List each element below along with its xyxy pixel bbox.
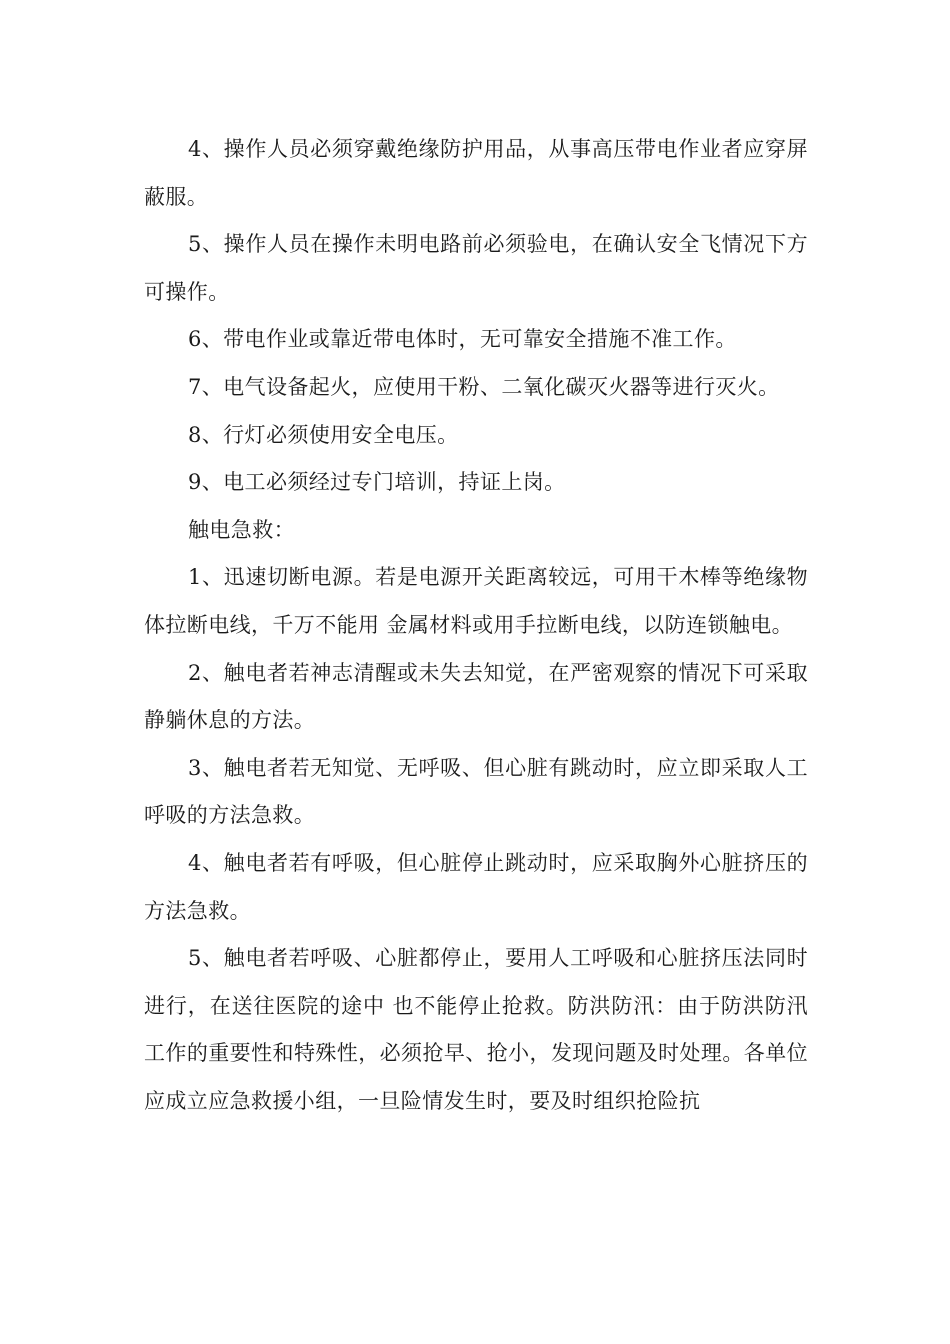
paragraph-item-6-live-work: 6、带电作业或靠近带电体时，无可靠安全措施不准工作。 — [188, 327, 737, 352]
paragraph-aid-1: 1、迅速切断电源。若是电源开关距离较远，可用干木棒等绝缘物体拉断电线，千万不能用 金属材料或用手拉断电线，以防连锁触电。 — [144, 565, 808, 637]
paragraph-item-8-lamp: 8、行灯必须使用安全电压。 — [188, 422, 459, 447]
section-heading-first-aid: 触电急救： — [188, 517, 295, 542]
paragraph-aid-2: 2、触电者若神志清醒或未失去知觉，在严密观察的情况下可采取静躺休息的方法。 — [144, 660, 808, 733]
paragraph-aid-3: 3、触电者若无知觉、无呼吸、但心脏有跳动时，应立即采取人工呼吸的方法急救。 — [144, 755, 808, 828]
paragraph-aid-5-flood: 5、触电者若呼吸、心脏都停止，要用人工呼吸和心脏挤压法同时进行，在送往医院的途中 也不能停止抢救。防洪防汛：由于防洪防汛工作的重要性和特殊性，必须抢早、抢小，发现问题及时处理。各单位 应成立应急救援小组，一旦险情发生时，要及时组织抢险抗 — [144, 946, 808, 1113]
paragraph-item-5-voltage-test: 5、操作人员在操作未明电路前必须验电，在确认安全飞情况下方可操作。 — [144, 232, 808, 304]
paragraph-item-9-training: 9、电工必须经过专门培训，持证上岗。 — [188, 470, 566, 495]
paragraph-item-7-fire: 7、电气设备起火，应使用干粉、二氧化碳灭火器等进行灭火。 — [188, 374, 780, 399]
document-body — [144, 126, 808, 1125]
paragraph-item-4-insulation: 4、操作人员必须穿戴绝缘防护用品，从事高压带电作业者应穿屏蔽服。 — [144, 137, 808, 209]
paragraph-aid-4: 4、触电者若有呼吸，但心脏停止跳动时，应采取胸外心脏挤压的方法急救。 — [144, 850, 808, 923]
